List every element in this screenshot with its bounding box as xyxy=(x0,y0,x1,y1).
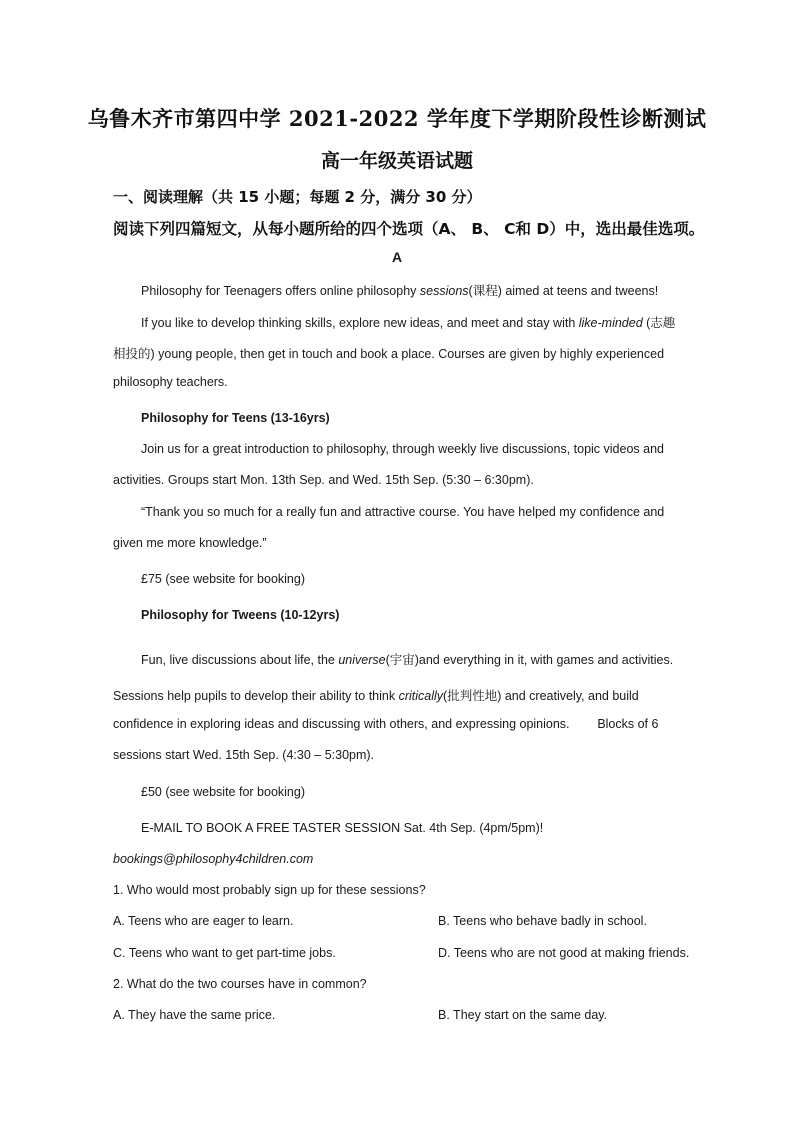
teens-heading: Philosophy for Teens (13-16yrs) xyxy=(141,411,330,425)
question-1-option-d: D. Teens who are not good at making friends. xyxy=(438,946,690,960)
tweens-line2 xyxy=(113,686,639,704)
passage-para2-line3: philosophy teachers. xyxy=(113,375,228,389)
tweens-gloss2: (批判性地) and creatively, and build xyxy=(443,689,639,703)
taster-session: E-MAIL TO BOOK A FREE TASTER SESSION Sat. 4th Sep. (4pm/5pm)! xyxy=(141,821,544,835)
tweens-text: Fun, live discussions about life, the xyxy=(141,653,339,667)
question-2-stem: 2. What do the two courses have in common? xyxy=(113,977,367,991)
teens-line1: Join us for a great introduction to philosophy, through weekly live discussions, topic videos and xyxy=(141,442,664,456)
tweens-gloss: (宇宙)and everything in it, with games and activities. xyxy=(385,653,674,667)
question-2-option-a: A. They have the same price. xyxy=(113,1008,276,1022)
question-1-option-a: A. Teens who are eager to learn. xyxy=(113,914,294,928)
tweens-text2: Sessions help pupils to develop their ability to think xyxy=(113,689,399,703)
tweens-line3: confidence in exploring ideas and discussing with others, and expressing opinions. Blocks of 6 xyxy=(113,717,659,731)
exam-subtitle: 高一年级英语试题 xyxy=(320,150,473,172)
question-1-option-b: B. Teens who behave badly in school. xyxy=(438,914,647,928)
section-instruction: 阅读下列四篇短文，从每小题所给的四个选项（A、 B、 C和 D）中，选出最佳选项。 xyxy=(113,220,705,238)
intro-text: Philosophy for Teenagers offers online philosophy xyxy=(141,284,420,298)
question-1-stem: 1. Who would most probably sign up for these sessions? xyxy=(113,883,426,897)
quote-line2: given me more knowledge.” xyxy=(113,536,267,550)
para2-text: If you like to develop thinking skills, explore new ideas, and meet and stay with xyxy=(141,316,579,330)
teens-price: £75 (see website for booking) xyxy=(141,572,305,586)
tweens-term: universe xyxy=(338,653,386,667)
tweens-line4: sessions start Wed. 15th Sep. (4:30 – 5:30pm). xyxy=(113,748,375,762)
passage-para2-line1 xyxy=(141,313,675,331)
passage-para2-line2: 相投的) young people, then get in touch and book a place. Courses are given by highly experienced xyxy=(113,347,665,361)
intro-gloss: (课程) aimed at teens and tweens! xyxy=(468,284,659,298)
question-2-option-b: B. They start on the same day. xyxy=(438,1008,608,1022)
question-1-option-c: C. Teens who want to get part-time jobs. xyxy=(113,946,336,960)
teens-line2: activities. Groups start Mon. 13th Sep. and Wed. 15th Sep. (5:30 – 6:30pm). xyxy=(113,473,534,487)
exam-title: 乌鲁木齐市第四中学 2021-2022 学年度下学期阶段性诊断测试 xyxy=(87,106,707,131)
passage-letter: A xyxy=(391,249,403,265)
para2-gloss: (志趣 xyxy=(642,316,676,330)
para2-term: like-minded xyxy=(578,316,643,330)
tweens-price: £50 (see website for booking) xyxy=(141,785,305,799)
tweens-line1 xyxy=(141,650,673,668)
tweens-term2: critically xyxy=(398,689,444,703)
booking-email: bookings@philosophy4children.com xyxy=(113,852,314,866)
tweens-heading: Philosophy for Tweens (10-12yrs) xyxy=(141,608,340,622)
quote-line1: “Thank you so much for a really fun and attractive course. You have helped my confidence and xyxy=(141,505,665,519)
section-heading: 一、阅读理解（共 15 小题；每题 2 分，满分 30 分） xyxy=(113,188,482,206)
intro-term: sessions xyxy=(419,284,469,298)
passage-intro xyxy=(141,281,658,299)
